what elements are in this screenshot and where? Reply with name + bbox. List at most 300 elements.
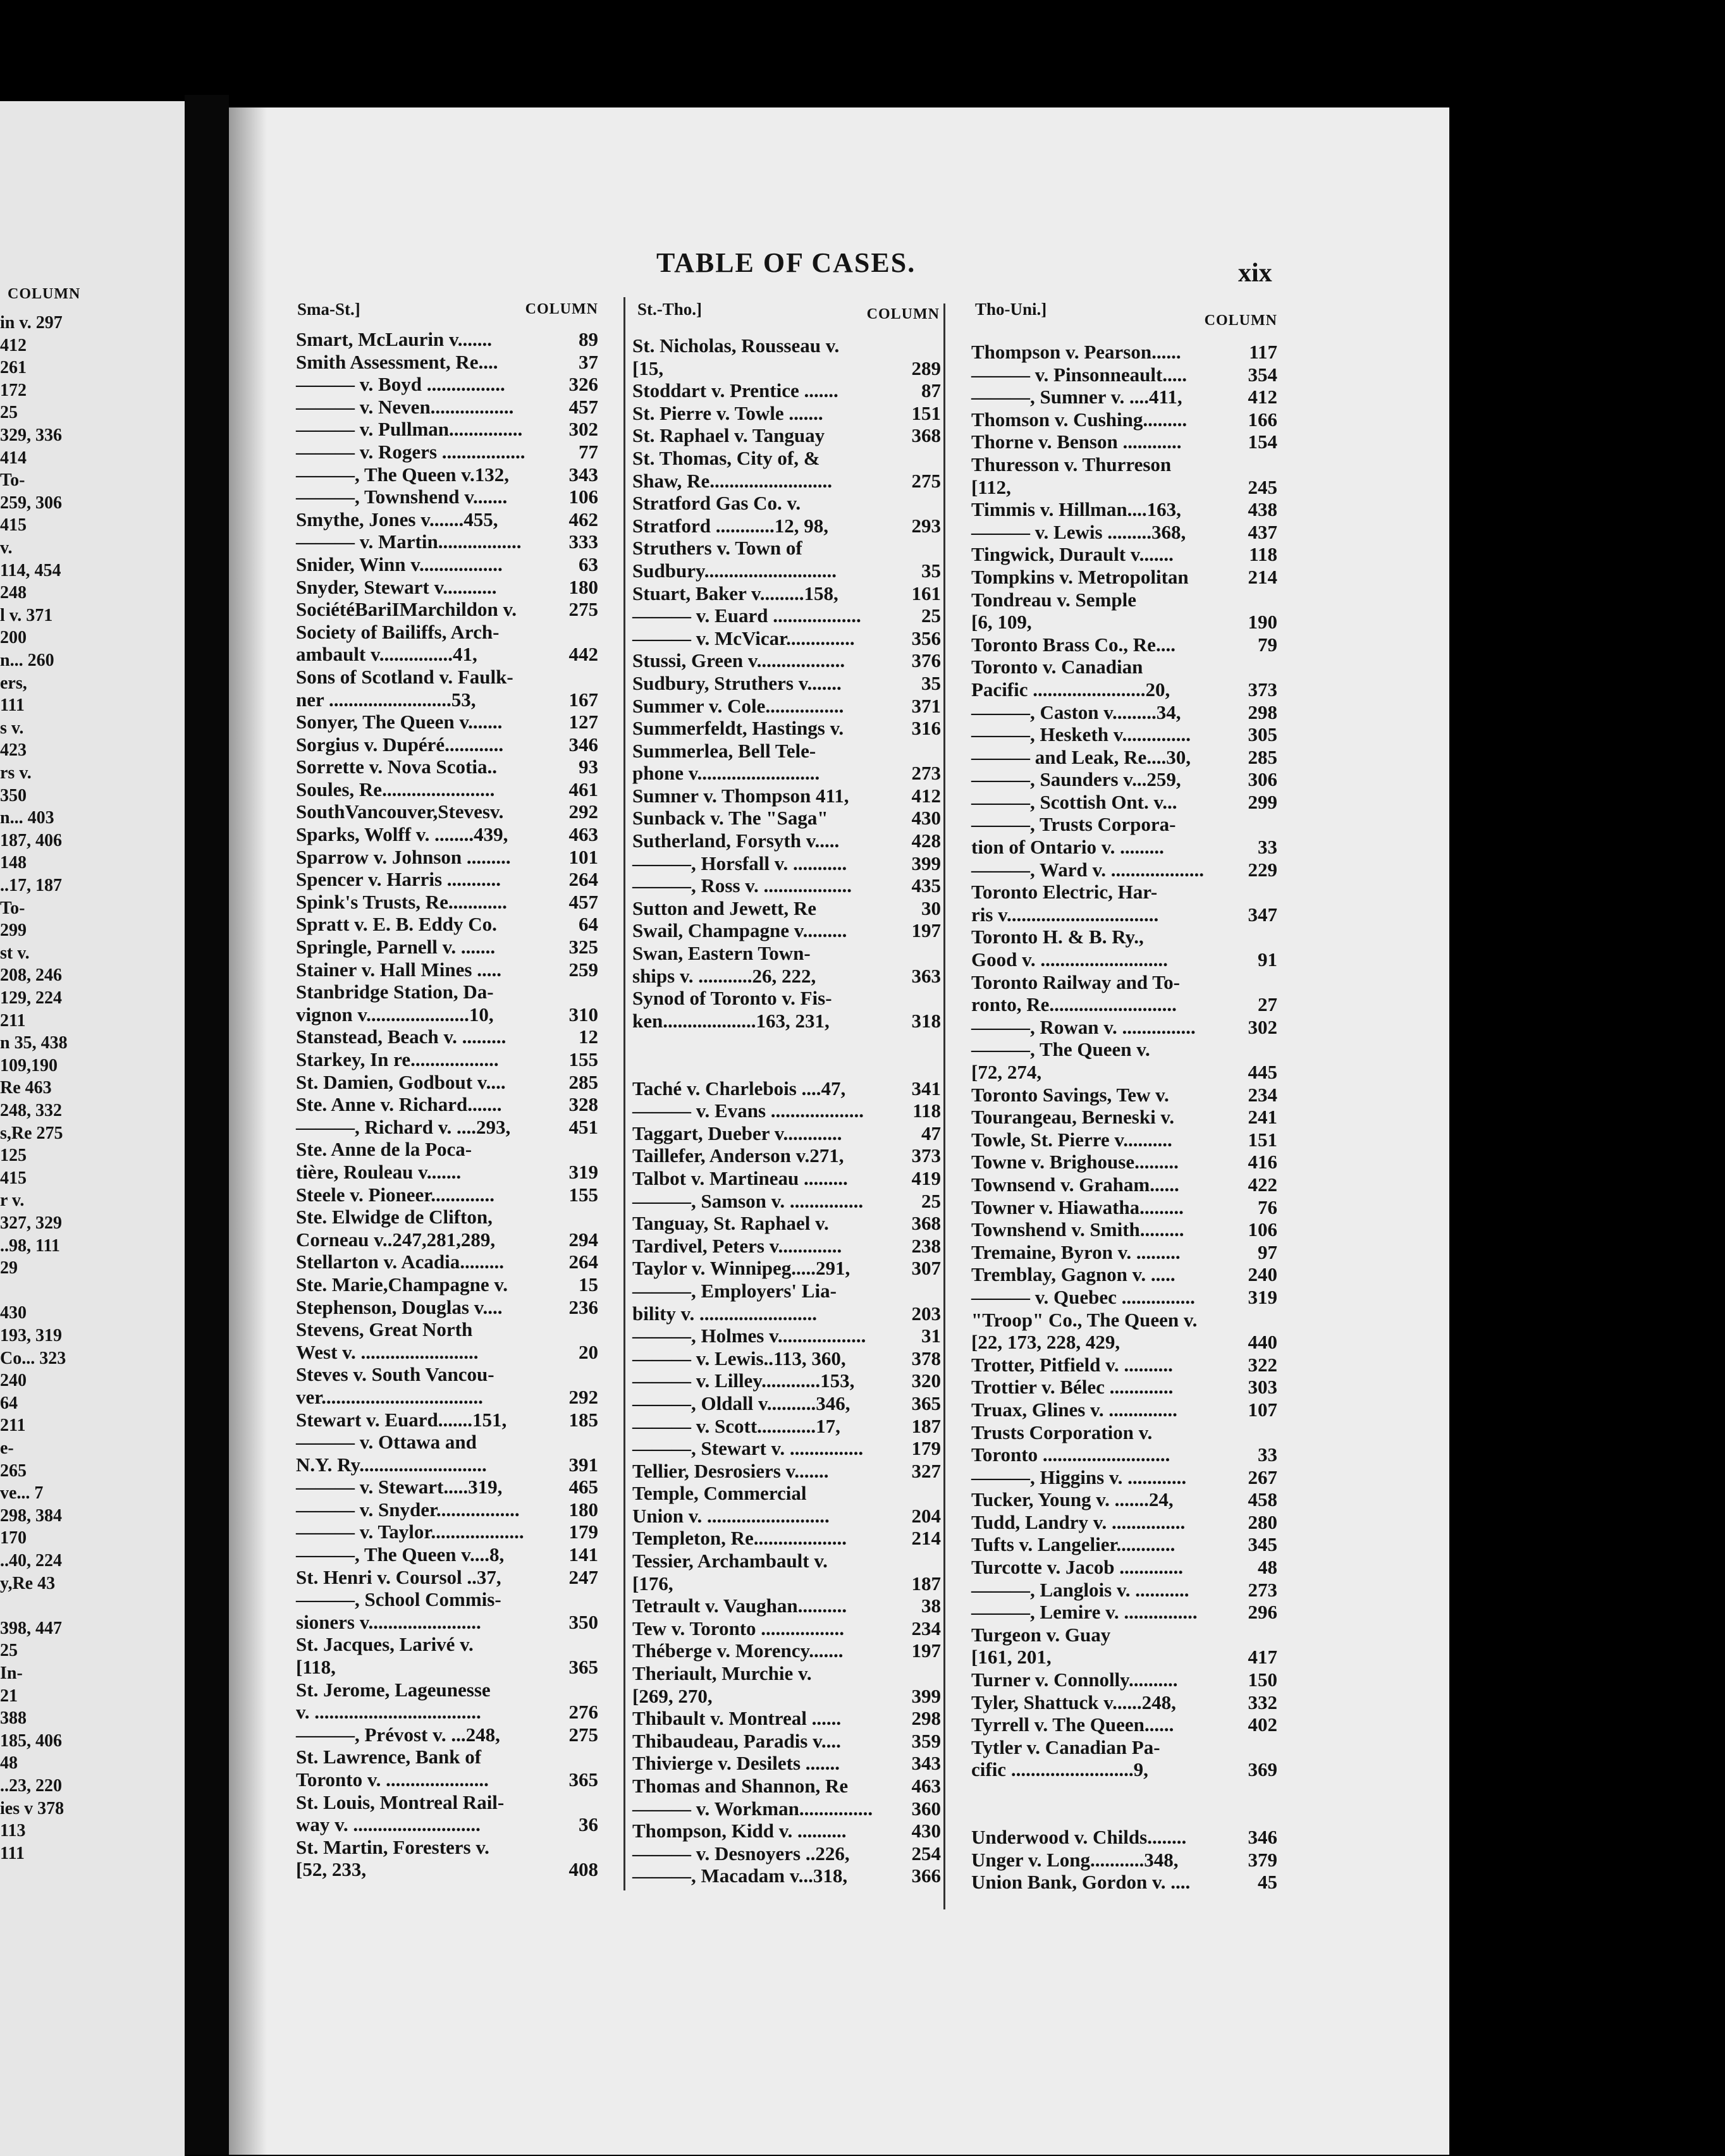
case-entry — [296, 981, 598, 1003]
column-reference: 391 — [568, 1453, 598, 1476]
column-reference: 369 — [1248, 1758, 1277, 1781]
case-entry — [971, 1151, 1277, 1173]
column-reference: 440 — [1248, 1331, 1277, 1354]
case-entry — [632, 515, 941, 537]
column-reference: 307 — [911, 1257, 941, 1280]
case-entry — [296, 846, 598, 869]
column-reference: 33 — [1258, 836, 1277, 859]
case-entry — [632, 1775, 941, 1798]
case-name: Tondreau v. Semple — [971, 588, 1136, 611]
column-reference: 203 — [911, 1302, 941, 1325]
column-reference: 326 — [568, 373, 598, 396]
case-entry — [971, 453, 1277, 476]
case-name: Talbot v. Martineau ......... — [632, 1167, 848, 1189]
case-entry — [296, 1184, 598, 1206]
case-entry — [971, 791, 1277, 814]
case-entry — [632, 942, 941, 965]
column-reference: 365 — [568, 1656, 598, 1679]
case-name: Pacific .......................20, — [971, 678, 1170, 701]
column-reference: 345 — [1248, 1533, 1277, 1556]
case-entry — [296, 1476, 598, 1498]
case-entry — [632, 1010, 941, 1032]
case-name: Snyder, Stewart v........... — [296, 575, 497, 598]
case-name: Towle, St. Pierre v.......... — [971, 1128, 1172, 1151]
case-name: ———, Scottish Ont. v... — [971, 790, 1177, 813]
column-reference: 25 — [921, 1189, 941, 1212]
case-name: Townsend v. Graham...... — [971, 1173, 1179, 1196]
case-name: ——— v. Neven................. — [296, 395, 514, 418]
index-column-sma-st — [296, 328, 598, 1881]
case-name: Towner v. Hiawatha......... — [971, 1196, 1184, 1218]
case-name: Truax, Glines v. .............. — [971, 1398, 1177, 1421]
case-name: Smythe, Jones v.......455, — [296, 508, 498, 530]
case-entry — [632, 402, 941, 425]
case-name: Trottier v. Bélec ............. — [971, 1376, 1174, 1399]
column-reference: 327 — [911, 1459, 941, 1482]
case-entry — [296, 959, 598, 981]
case-name: ———, Higgins v. ............ — [971, 1466, 1187, 1488]
column-reference: 299 — [1248, 790, 1277, 813]
column-reference: 107 — [1248, 1398, 1277, 1421]
case-name: ver................................. — [296, 1385, 483, 1408]
case-name: Toronto v. Canadian — [971, 656, 1143, 678]
column-reference: 328 — [568, 1093, 598, 1116]
case-entry — [632, 1325, 941, 1347]
column-reference: 435 — [911, 874, 941, 897]
case-entry — [632, 1392, 941, 1415]
case-name: Thuresson v. Thurreson — [971, 453, 1172, 475]
case-name: ———, Saunders v...259, — [971, 768, 1181, 791]
column-reference: 371 — [911, 694, 941, 717]
case-name: Toronto H. & B. Ry., — [971, 926, 1144, 948]
case-name: [161, 201, — [971, 1646, 1052, 1669]
column-reference: 462 — [568, 508, 598, 530]
case-entry — [971, 1669, 1277, 1691]
case-entry — [971, 1488, 1277, 1511]
case-name: Society of Bailiffs, Arch- — [296, 620, 500, 643]
case-entry — [296, 1116, 598, 1139]
case-entry — [632, 1505, 941, 1528]
case-name: Thompson, Kidd v. .......... — [632, 1820, 847, 1842]
case-entry — [971, 1849, 1277, 1871]
case-entry — [296, 1431, 598, 1454]
case-name: way v. .......................... — [296, 1813, 481, 1836]
case-name: Townshend v. Smith......... — [971, 1218, 1184, 1241]
column-reference: 346 — [1248, 1826, 1277, 1849]
case-entry — [632, 1369, 941, 1392]
column-reference: 333 — [568, 530, 598, 553]
case-entry — [296, 1836, 598, 1859]
column-reference: 167 — [568, 688, 598, 711]
case-name: Ste. Marie,Champagne v. — [296, 1273, 508, 1295]
case-name: Synod of Toronto v. Fis- — [632, 987, 832, 1010]
case-name: SociétéBariIMarchildon v. — [296, 598, 517, 621]
column-reference: 234 — [1248, 1083, 1277, 1106]
case-entry — [296, 1206, 598, 1228]
case-name: ——— v. Lilley............153, — [632, 1369, 855, 1392]
column-reference: 36 — [579, 1813, 598, 1836]
column-reference: 412 — [911, 784, 941, 807]
case-name: sioners v....................... — [296, 1610, 481, 1633]
case-entry — [632, 762, 941, 785]
left-column-heading: COLUMN — [8, 286, 81, 302]
case-entry — [971, 1466, 1277, 1489]
column-reference: 106 — [568, 486, 598, 508]
case-entry — [632, 627, 941, 650]
case-entry — [632, 1235, 941, 1258]
case-entry — [632, 740, 941, 763]
case-name: [6, 109, — [971, 611, 1032, 634]
case-name: ——— v. Pinsonneault..... — [971, 363, 1188, 386]
case-entry — [632, 470, 941, 493]
case-entry — [632, 785, 941, 807]
case-entry — [296, 1656, 598, 1679]
case-entry — [971, 1263, 1277, 1286]
case-entry — [632, 1415, 941, 1438]
case-name: ships v. ...........26, 222, — [632, 964, 816, 987]
case-name: Shaw, Re......................... — [632, 469, 833, 492]
case-entry — [632, 1212, 941, 1235]
case-name: Sutton and Jewett, Re — [632, 897, 817, 919]
column-reference: 30 — [921, 897, 941, 919]
case-entry — [296, 1409, 598, 1431]
column-reference: 376 — [911, 649, 941, 672]
case-entry — [632, 334, 941, 357]
case-name: phone v......................... — [632, 762, 820, 785]
column-reference: 280 — [1248, 1510, 1277, 1533]
column-reference: 320 — [911, 1369, 941, 1392]
case-name: Turgeon v. Guay — [971, 1623, 1111, 1646]
column-reference: 294 — [568, 1228, 598, 1251]
case-name: N.Y. Ry.......................... — [296, 1453, 487, 1476]
case-name: St. Jacques, Larivé v. — [296, 1633, 474, 1656]
case-entry — [632, 1055, 941, 1077]
case-name: Turcotte v. Jacob ............. — [971, 1556, 1183, 1579]
case-name: Ste. Anne de la Poca- — [296, 1138, 472, 1161]
case-name: Summerfeldt, Hastings v. — [632, 717, 844, 740]
case-entry — [632, 1167, 941, 1190]
case-entry — [971, 1691, 1277, 1714]
case-entry — [296, 1003, 598, 1026]
case-name: Sutherland, Forsyth v..... — [632, 830, 840, 852]
case-entry — [971, 1376, 1277, 1399]
column-reference: 310 — [568, 1003, 598, 1026]
case-entry — [296, 576, 598, 599]
case-name: Tessier, Archambault v. — [632, 1550, 828, 1572]
case-entry — [632, 582, 941, 605]
column-2-heading — [637, 300, 940, 322]
case-name: Stainer v. Hall Mines ..... — [296, 958, 501, 981]
case-entry — [971, 1736, 1277, 1759]
case-entry — [971, 1173, 1277, 1196]
case-entry — [971, 746, 1277, 769]
column-reference: 430 — [911, 807, 941, 830]
case-entry — [971, 723, 1277, 746]
column-reference: 63 — [579, 553, 598, 575]
column-reference: 408 — [568, 1858, 598, 1881]
case-name: ———, Langlois v. ........... — [971, 1578, 1189, 1601]
case-entry — [971, 408, 1277, 431]
case-name: Summerlea, Bell Tele- — [632, 739, 816, 762]
column-reference: 399 — [911, 1684, 941, 1707]
case-entry — [971, 656, 1277, 678]
case-entry — [971, 1579, 1277, 1602]
case-entry — [296, 373, 598, 396]
column-reference: 379 — [1248, 1848, 1277, 1871]
case-name: Tetrault v. Vaughan.......... — [632, 1595, 847, 1617]
column-reference: 117 — [1249, 341, 1277, 363]
column-reference: 33 — [1258, 1443, 1277, 1466]
column-reference: 179 — [568, 1521, 598, 1543]
column-reference: 285 — [1248, 745, 1277, 768]
case-name: Turner v. Connolly.......... — [971, 1669, 1178, 1691]
case-name: Stuart, Baker v.........158, — [632, 582, 838, 604]
case-entry — [971, 813, 1277, 836]
case-entry — [632, 1842, 941, 1865]
case-entry — [632, 717, 941, 740]
column-reference: 306 — [1248, 768, 1277, 791]
case-entry — [632, 1707, 941, 1730]
column-reference: 378 — [911, 1347, 941, 1369]
case-name: Templeton, Re................... — [632, 1527, 847, 1550]
case-name: ———, The Queen v. — [971, 1038, 1150, 1061]
case-name: Thibaudeau, Paradis v.... — [632, 1729, 841, 1752]
column-reference: 234 — [911, 1617, 941, 1639]
case-name: vignon v.....................10, — [296, 1003, 494, 1026]
column-reference: 463 — [568, 823, 598, 846]
case-name: Steele v. Pioneer............. — [296, 1183, 494, 1206]
case-entry — [296, 1858, 598, 1881]
case-entry — [632, 1595, 941, 1617]
case-name: [52, 233, — [296, 1858, 367, 1881]
case-entry — [971, 1624, 1277, 1646]
case-entry — [296, 1341, 598, 1364]
column-reference: 91 — [1258, 948, 1277, 971]
column-reference: 151 — [1248, 1128, 1277, 1151]
case-entry — [296, 1228, 598, 1251]
case-name: Tudd, Landry v. ............... — [971, 1510, 1186, 1533]
column-reference: 48 — [1258, 1556, 1277, 1579]
case-name: Thivierge v. Desilets ....... — [632, 1752, 840, 1775]
case-name: Corneau v..247,281,289, — [296, 1228, 496, 1251]
column-reference: 318 — [911, 1009, 941, 1032]
case-name: "Troop" Co., The Queen v. — [971, 1308, 1198, 1331]
case-name: Swan, Eastern Town- — [632, 942, 811, 965]
case-name: Tanguay, St. Raphael v. — [632, 1212, 829, 1235]
case-name: Trusts Corporation v. — [971, 1421, 1153, 1443]
column-reference: 438 — [1248, 498, 1277, 521]
case-name: Union v. ......................... — [632, 1504, 830, 1527]
case-name: ———, Stewart v. ............... — [632, 1437, 864, 1460]
case-name: Sorrette v. Nova Scotia.. — [296, 756, 497, 778]
index-column-tho-uni — [971, 341, 1277, 1894]
column-reference: 368 — [911, 424, 941, 447]
column-reference: 76 — [1258, 1196, 1277, 1218]
case-entry — [296, 936, 598, 959]
index-column-st-tho — [632, 334, 941, 1887]
case-name: Taillefer, Anderson v.271, — [632, 1144, 844, 1167]
case-name: SouthVancouver,Stevesv. — [296, 800, 504, 823]
case-entry — [632, 1122, 941, 1145]
page-number: xix — [1238, 259, 1272, 288]
case-name: v. .................................. — [296, 1701, 481, 1724]
case-name: Stanstead, Beach v. ......... — [296, 1026, 506, 1048]
column-reference: 350 — [568, 1610, 598, 1633]
case-name: ———, Sumner v. ....411, — [971, 386, 1182, 408]
case-entry — [971, 1646, 1277, 1669]
case-entry — [296, 1161, 598, 1184]
column-reference: 292 — [568, 1385, 598, 1408]
case-name: Taché v. Charlebois ....47, — [632, 1077, 846, 1099]
case-name: ken...................163, 231, — [632, 1009, 830, 1032]
case-entry — [971, 1713, 1277, 1736]
case-entry — [296, 1251, 598, 1273]
case-name: [118, — [296, 1656, 336, 1679]
case-name: Tytler v. Canadian Pa- — [971, 1736, 1160, 1758]
case-name: [112, — [971, 475, 1011, 498]
case-entry — [632, 649, 941, 672]
case-name: Sunback v. The "Saga" — [632, 807, 828, 830]
case-entry — [632, 1190, 941, 1213]
case-entry — [296, 891, 598, 914]
column-1-label: COLUMN — [525, 301, 598, 317]
case-entry — [296, 508, 598, 531]
column-reference: 240 — [1248, 1263, 1277, 1286]
column-reference: 365 — [911, 1392, 941, 1414]
case-name: Thomas and Shannon, Re — [632, 1775, 849, 1797]
column-reference: 461 — [568, 778, 598, 800]
case-name: Sumner v. Thompson 411, — [632, 784, 849, 807]
column-reference: 238 — [911, 1234, 941, 1257]
case-name: Taggart, Dueber v............ — [632, 1122, 842, 1144]
case-name: Tardivel, Peters v............. — [632, 1234, 842, 1257]
case-name: Struthers v. Town of — [632, 537, 802, 560]
case-name: ———, Rowan v. ............... — [971, 1015, 1196, 1038]
column-reference: 373 — [911, 1144, 941, 1167]
column-reference: 93 — [579, 756, 598, 778]
case-entry — [632, 987, 941, 1010]
column-reference: 106 — [1248, 1218, 1277, 1241]
column-reference: 347 — [1248, 903, 1277, 926]
column-reference: 101 — [568, 845, 598, 868]
case-name: ——— v. McVicar.............. — [632, 627, 855, 649]
page-title: TABLE OF CASES. — [656, 247, 916, 278]
case-entry — [971, 1511, 1277, 1534]
column-reference: 416 — [1248, 1151, 1277, 1173]
case-name: Summer v. Cole................ — [632, 694, 844, 717]
column-reference: 27 — [1258, 993, 1277, 1016]
case-name: ——— and Leak, Re....30, — [971, 745, 1191, 768]
column-reference: 187 — [911, 1414, 941, 1437]
case-name: ———, Macadam v...318, — [632, 1865, 848, 1887]
case-entry — [632, 1437, 941, 1460]
column-1-range: Sma-St.] — [297, 300, 360, 319]
case-entry — [971, 1038, 1277, 1061]
column-reference: 293 — [911, 514, 941, 537]
case-name: Toronto .......................... — [971, 1443, 1170, 1466]
column-reference: 154 — [1248, 431, 1277, 453]
case-name: St. Henri v. Coursol ..37, — [296, 1565, 501, 1588]
column-reference: 12 — [579, 1026, 598, 1048]
case-entry — [971, 1354, 1277, 1376]
column-reference: 302 — [1248, 1015, 1277, 1038]
case-entry — [971, 1601, 1277, 1624]
column-reference: 161 — [911, 582, 941, 604]
case-entry — [971, 768, 1277, 791]
case-name: Tourangeau, Berneski v. — [971, 1106, 1174, 1129]
column-reference: 359 — [911, 1729, 941, 1752]
case-name: bility v. ........................ — [632, 1302, 817, 1325]
case-entry — [971, 971, 1277, 994]
case-entry — [296, 733, 598, 756]
column-reference: 180 — [568, 1498, 598, 1521]
case-entry — [971, 341, 1277, 364]
column-reference: 419 — [911, 1167, 941, 1189]
case-name: ——— v. Boyd ................ — [296, 373, 505, 396]
column-reference: 298 — [911, 1707, 941, 1730]
column-reference: 360 — [911, 1797, 941, 1820]
case-entry — [971, 543, 1277, 566]
case-entry — [296, 351, 598, 374]
case-name: Tremblay, Gagnon v. ..... — [971, 1263, 1176, 1286]
case-name: St. Martin, Foresters v. — [296, 1835, 489, 1858]
column-reference: 365 — [568, 1768, 598, 1791]
case-name: Underwood v. Childs........ — [971, 1826, 1187, 1849]
case-entry — [296, 1588, 598, 1611]
column-reference: 296 — [1248, 1601, 1277, 1624]
case-name: St. Lawrence, Bank of — [296, 1746, 482, 1768]
column-reference: 285 — [568, 1070, 598, 1093]
case-name: Sorgius v. Dupéré............ — [296, 733, 504, 756]
case-entry — [296, 1498, 598, 1521]
case-name: ambault v...............41, — [296, 643, 477, 666]
case-name: Tufts v. Langelier............ — [971, 1533, 1176, 1556]
case-entry — [971, 1016, 1277, 1039]
case-entry — [971, 364, 1277, 386]
column-reference: 247 — [568, 1565, 598, 1588]
case-entry — [971, 1241, 1277, 1264]
column-reference: 292 — [568, 800, 598, 823]
case-entry — [296, 1701, 598, 1724]
case-name: Good v. .......................... — [971, 948, 1168, 971]
case-name: ———, Lemire v. ............... — [971, 1601, 1198, 1624]
column-divider-2 — [943, 303, 945, 1909]
column-reference: 214 — [1248, 565, 1277, 588]
column-reference: 254 — [911, 1842, 941, 1865]
case-name: ——— v. Workman............... — [632, 1797, 873, 1820]
case-name: ——— v. Stewart.....319, — [296, 1476, 503, 1498]
case-name: ———, Prévost v. ...248, — [296, 1723, 500, 1746]
case-entry — [971, 1399, 1277, 1421]
case-entry — [632, 852, 941, 875]
column-reference: 236 — [568, 1295, 598, 1318]
case-name: Towne v. Brighouse......... — [971, 1151, 1179, 1173]
case-entry — [296, 1138, 598, 1161]
case-entry — [632, 424, 941, 447]
column-reference: 457 — [568, 890, 598, 913]
case-name: Sudbury........................... — [632, 559, 837, 582]
case-entry — [632, 965, 941, 988]
case-entry — [971, 1286, 1277, 1309]
column-3-label: COLUMN — [1204, 312, 1277, 329]
case-entry — [971, 678, 1277, 701]
case-name: St. Louis, Montreal Rail- — [296, 1791, 505, 1813]
column-reference: 289 — [911, 357, 941, 379]
column-reference: 187 — [911, 1572, 941, 1595]
case-name: ——— v. Snyder................. — [296, 1498, 520, 1521]
column-reference: 332 — [1248, 1691, 1277, 1713]
column-reference: 430 — [911, 1820, 941, 1842]
